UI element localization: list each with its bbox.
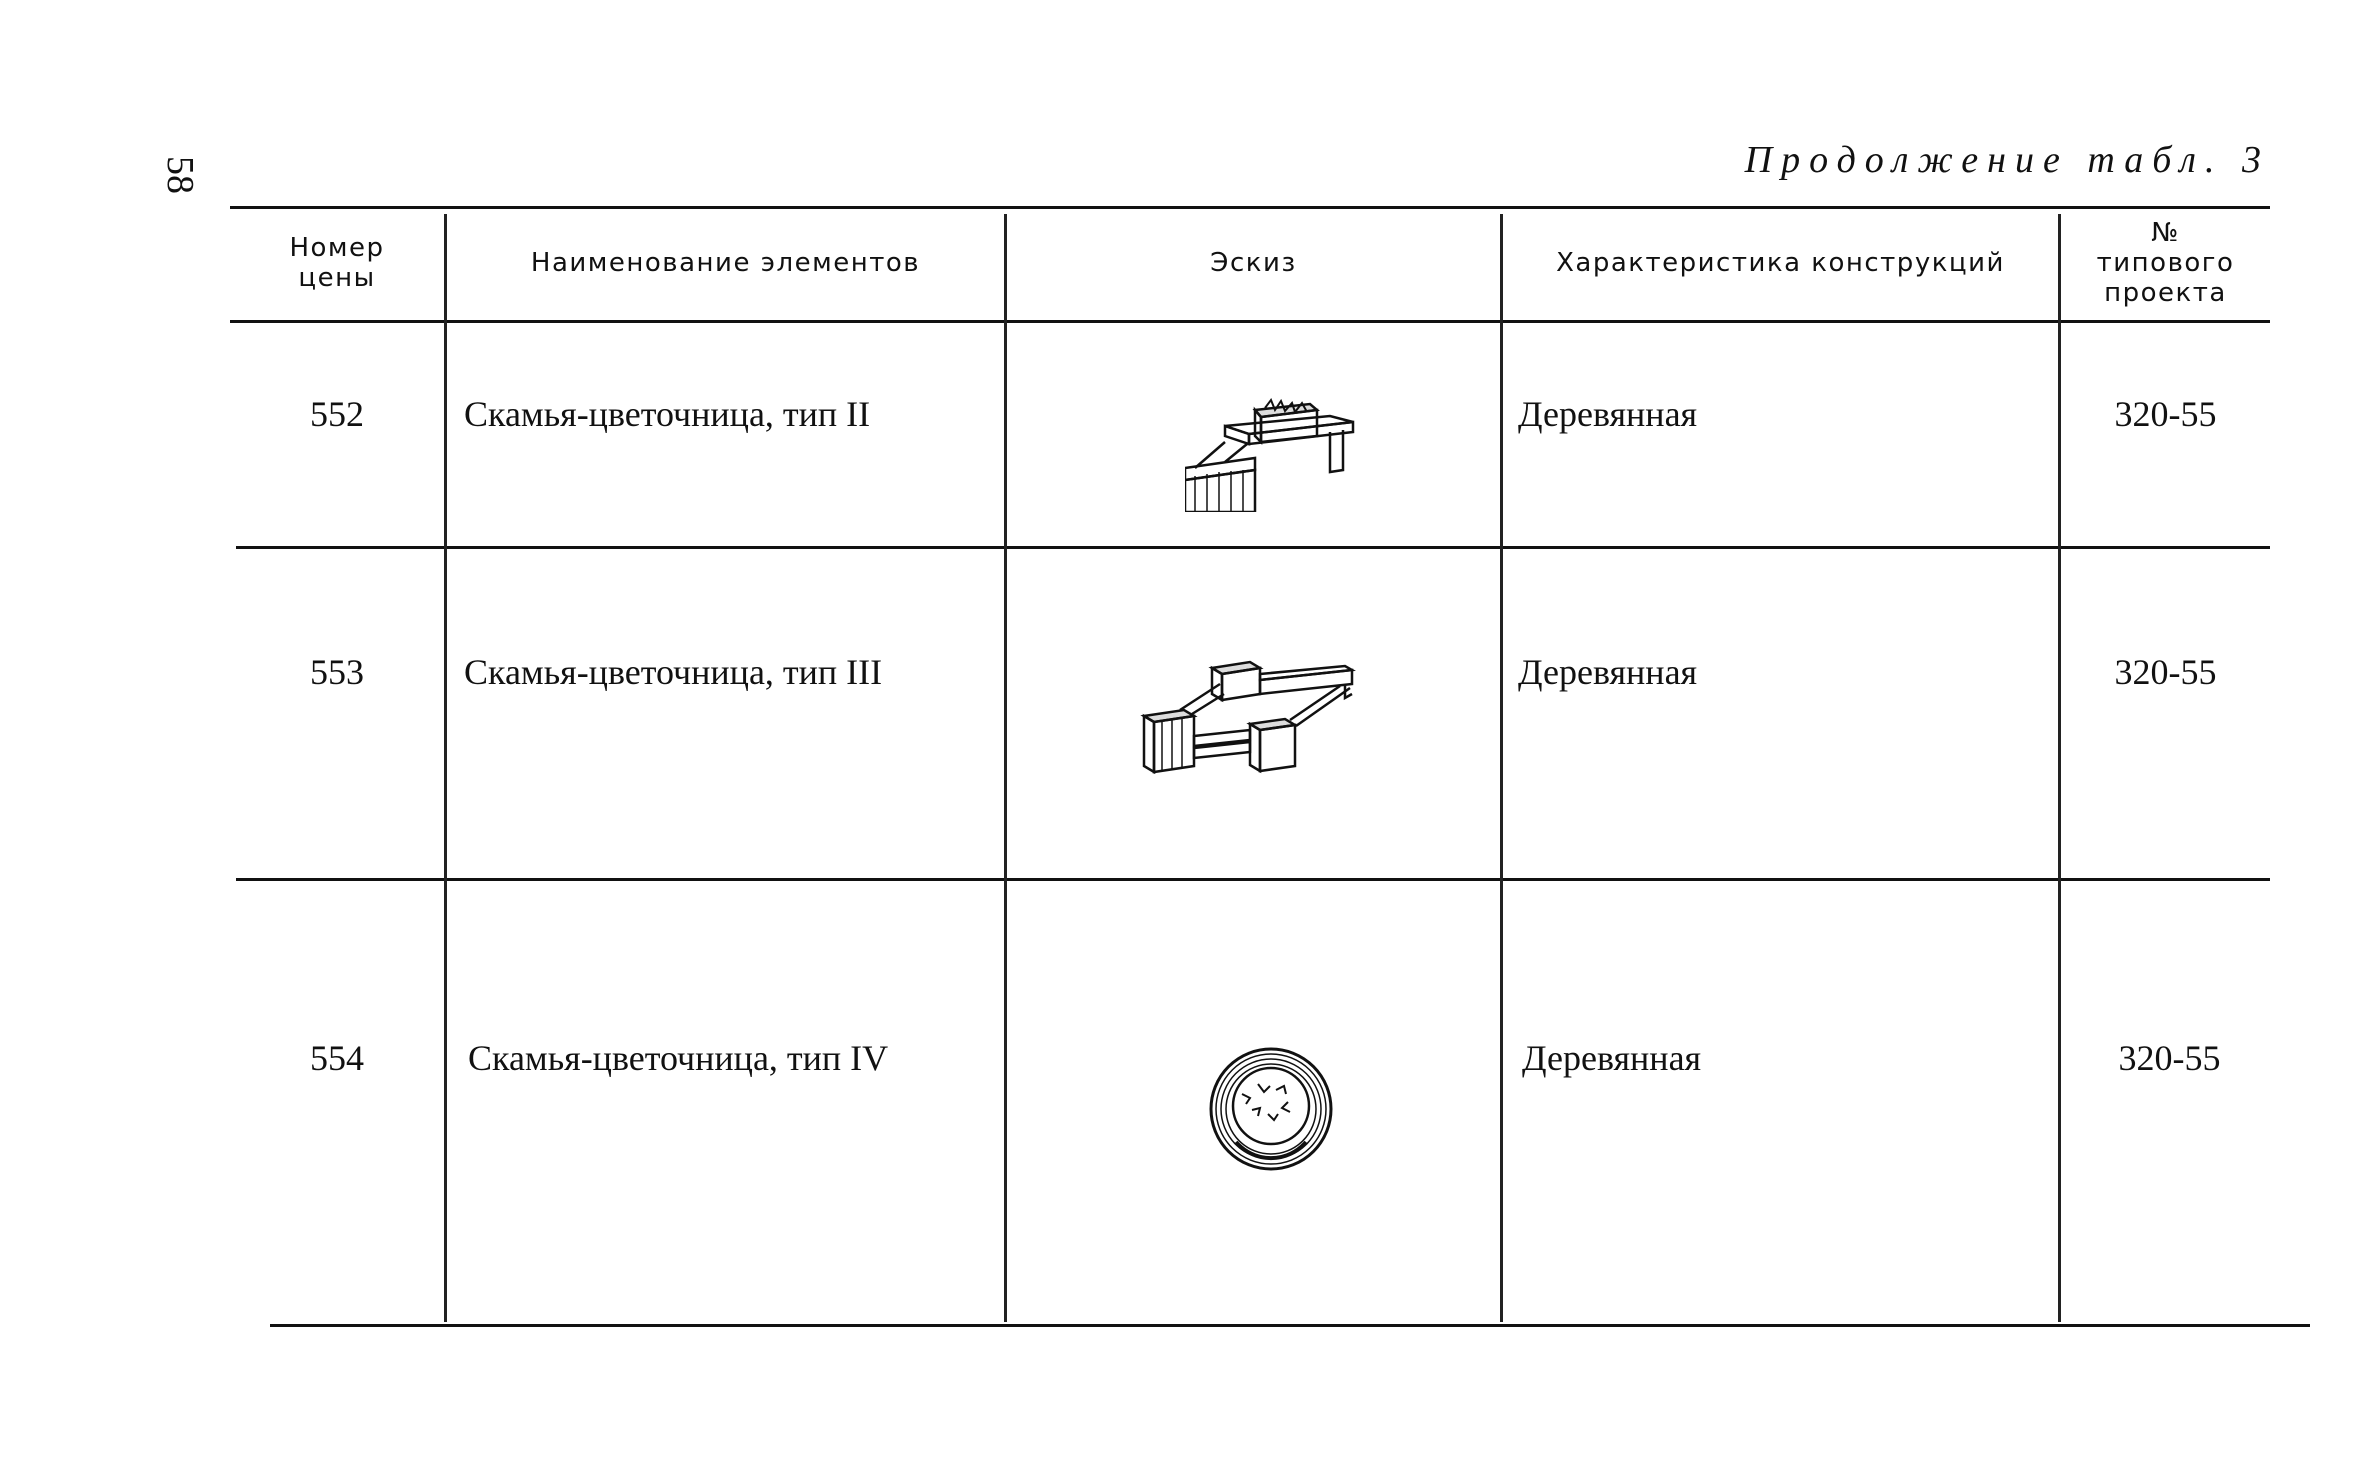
bench-planter-type-4-sketch	[1206, 1044, 1336, 1174]
row-553-price-number: 553	[310, 652, 364, 692]
bench-planter-type-2-sketch	[1185, 392, 1355, 512]
column-divider	[2058, 214, 2061, 1322]
row-554-price-number: 554	[310, 1038, 364, 1078]
bench-planter-type-3-sketch	[1140, 654, 1360, 774]
row-554-construction: Деревянная	[1522, 1038, 1702, 1078]
page-number: 58	[159, 156, 201, 194]
header-sketch: Эскиз	[1210, 248, 1297, 278]
price-table	[230, 206, 2270, 1326]
header-bottom-rule	[230, 320, 2270, 323]
header-construction: Характеристика конструкций	[1556, 248, 2005, 278]
row-separator	[236, 546, 2270, 549]
column-divider	[444, 214, 447, 1322]
header-project-number: № типового проекта	[2096, 218, 2235, 308]
header-element-name: Наименование элементов	[530, 248, 921, 278]
row-553-project-number: 320-55	[2114, 652, 2217, 692]
header-price-number: Номер цены	[289, 233, 385, 293]
row-553-name: Скамья-цветочница, тип III	[464, 652, 883, 692]
table-continuation-title: Продолжение табл. 3	[1744, 139, 2270, 181]
row-553-construction: Деревянная	[1518, 652, 1698, 692]
row-552-construction: Деревянная	[1518, 394, 1698, 434]
table-bottom-rule	[270, 1324, 2310, 1327]
column-divider	[1500, 214, 1503, 1322]
row-552-name: Скамья-цветочница, тип II	[464, 394, 871, 434]
row-552-project-number: 320-55	[2114, 394, 2217, 434]
row-552-price-number: 552	[310, 394, 364, 434]
row-554-name: Скамья-цветочница, тип IV	[468, 1038, 889, 1078]
column-divider	[1004, 214, 1007, 1322]
row-separator	[236, 878, 2270, 881]
row-554-project-number: 320-55	[2118, 1038, 2221, 1078]
